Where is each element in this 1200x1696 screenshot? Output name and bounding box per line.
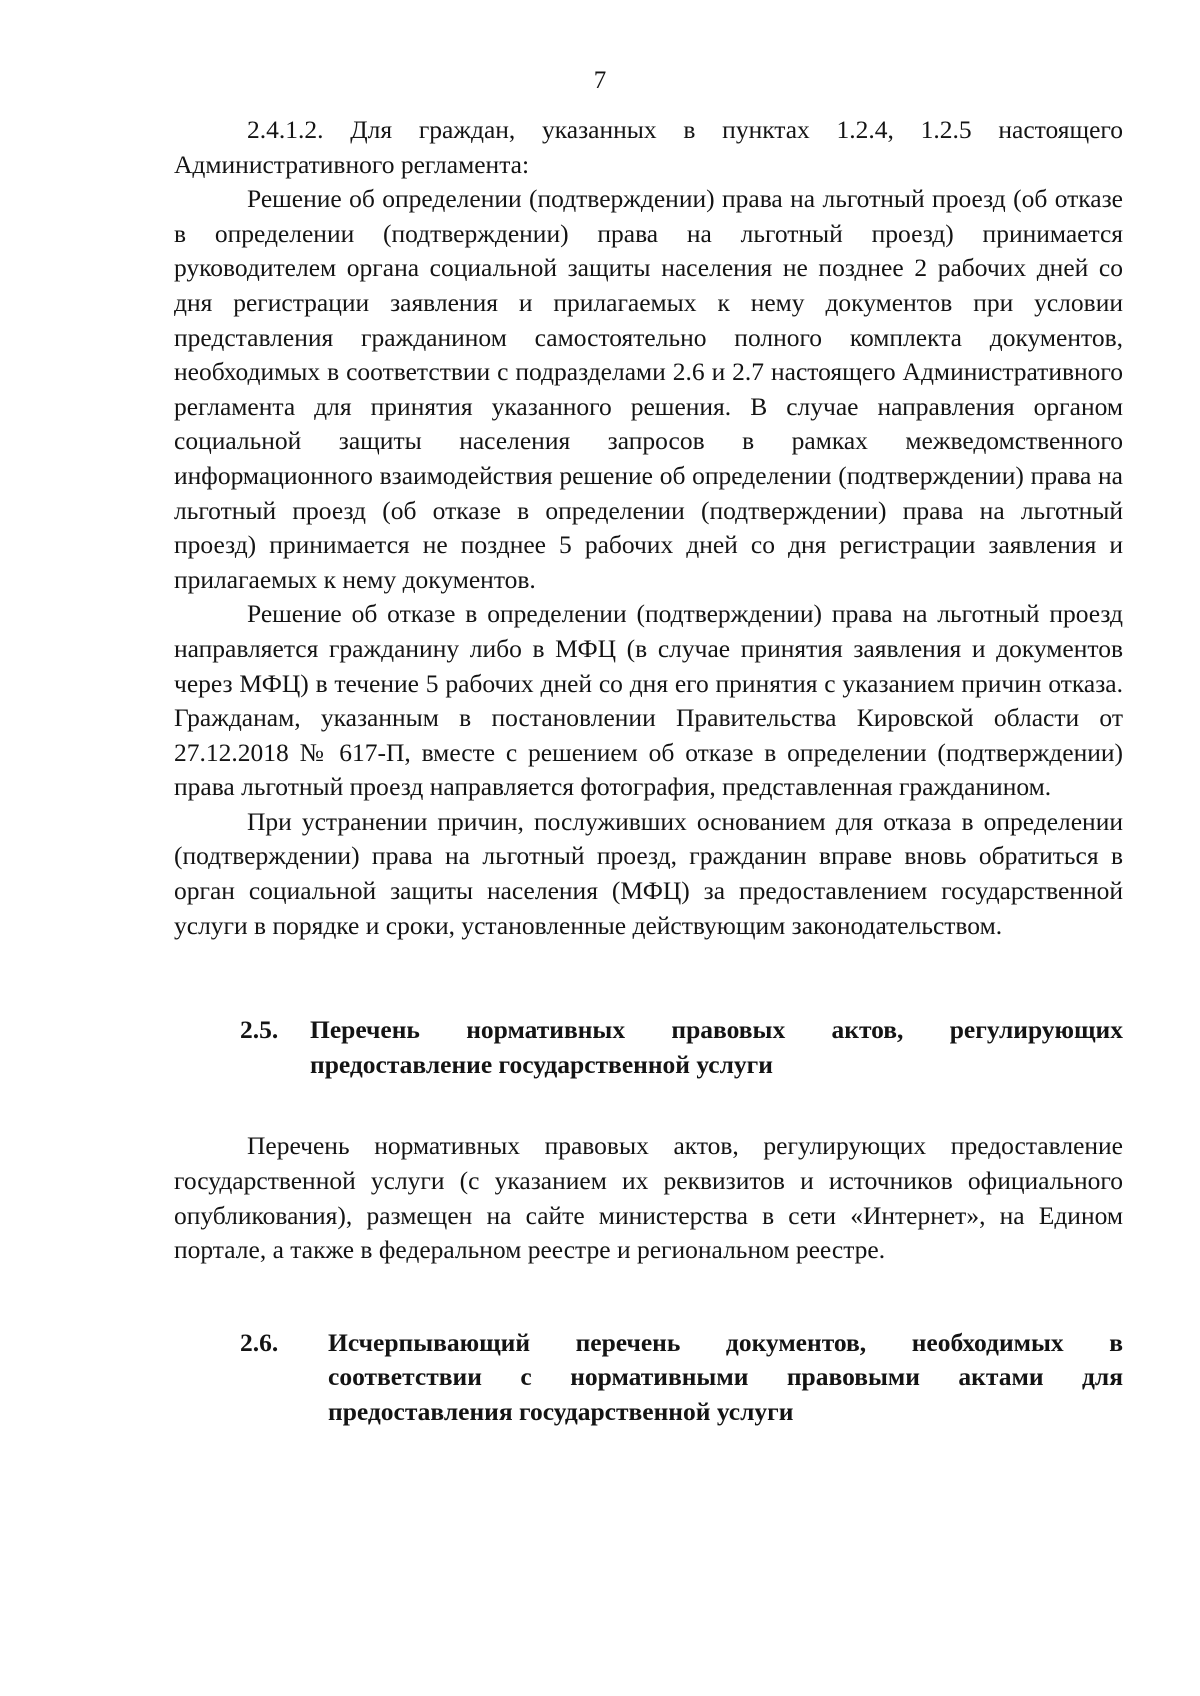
document-body [174, 113, 1123, 1430]
section-title: Перечень нормативных правовых актов, регулирующих предоставление государственной услуги [310, 1015, 1123, 1079]
paragraph-refusal-notice: Решение об отказе в определении (подтверждении) права на льготный проезд направляется гражданину либо в МФЦ (в случае принятия заявления и документов через МФЦ) в течение 5 рабочих дней со дня его принятия с указанием причин отказа. Гражданам, указанным в постановлении Правительства Кировской области от 27.12.2018 № 617-П, вместе с решением об отказе в определении (подтверждении) права льготный проезд направляется фотография, представленная гражданином. [174, 599, 1123, 802]
section-number: 2.5. [240, 1015, 279, 1045]
paragraph-reapplication: При устранении причин, послуживших основанием для отказа в определении (подтверждении) права на льготный проезд, гражданин вправе вновь обратиться в орган социальной защиты населения (МФЦ) за предоставлением государственной услуги в порядке и сроки, установленные действующим законодательством. [174, 806, 1123, 940]
paragraph-2-4-1-2: 2.4.1.2. Для граждан, указанных в пунктах 1.2.4, 1.2.5 настоящего Административного регламента: [174, 115, 1123, 179]
section-heading-2-5 [240, 1013, 1123, 1082]
section-number: 2.6. [240, 1327, 279, 1357]
section-title: Исчерпывающий перечень документов, необходимых в соответствии с нормативными правовыми актами для предоставления государственной услуги [328, 1327, 1123, 1426]
page-number: 7 [593, 67, 607, 94]
paragraph-legal-acts-list: Перечень нормативных правовых актов, регулирующих предоставление государственной услуги (с указанием их реквизитов и источников официального опубликования), размещен на сайте министерства в сети «Интернет», на Едином портале, а также в федеральном реестре и региональном реестре. [174, 1131, 1123, 1265]
section-heading-2-6 [240, 1326, 1123, 1430]
paragraph-decision-terms: Решение об определении (подтверждении) права на льготный проезд (об отказе в определении (подтверждении) права на льготный проезд) принимается руководителем органа социальной защиты населения не позднее 2 рабочих дней со дня регистрации заявления и прилагаемых к нему документов при условии представления гражданином самостоятельно полного комплекта документов, необходимых в соответствии с подразделами 2.6 и 2.7 настоящего Административного регламента для принятия указанного решения. В случае направления органом социальной защиты населения запросов в рамках межведомственного информационного взаимодействия решение об определении (подтверждении) права на льготный проезд (об отказе в определении (подтверждении) права на льготный проезд) принимается не позднее 5 рабочих дней со дня регистрации заявления и прилагаемых к нему документов. [174, 184, 1123, 594]
